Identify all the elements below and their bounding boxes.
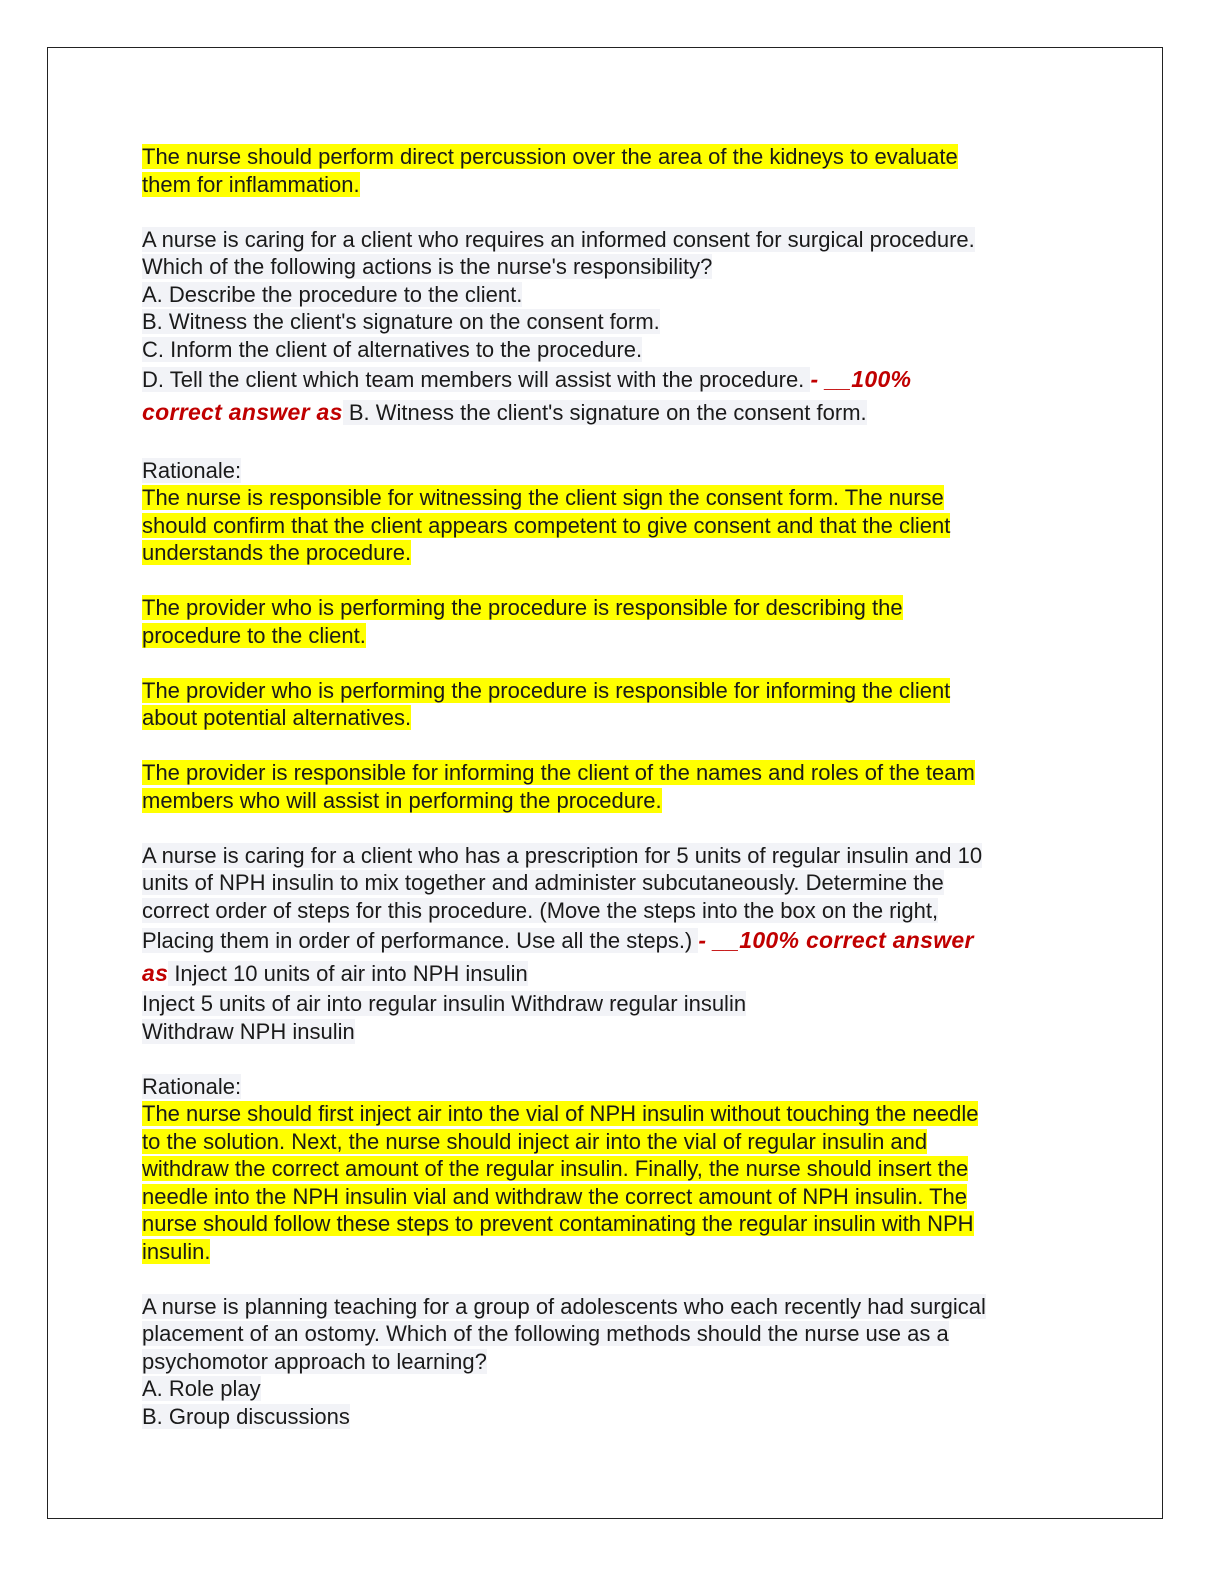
answer-marker: correct answer as <box>142 399 343 425</box>
question-stem-line: A nurse is caring for a client who has a prescription for 5 units of regular insulin and 10 <box>142 842 983 868</box>
answer-step: Withdraw NPH insulin <box>142 1018 355 1044</box>
rationale-line: understands the procedure. <box>142 540 412 565</box>
rationale-line: insulin. <box>142 1238 211 1264</box>
intro-line: them for inflammation. <box>142 171 360 197</box>
rationale-line: nurse should follow these steps to prevent contaminating the regular insulin with NPH <box>142 1211 974 1236</box>
intro-line: The nurse should perform direct percussion over the area of the kidneys to evaluate <box>142 144 958 169</box>
question-stem-line: A nurse is planning teaching for a group of adolescents who each recently had surgical <box>142 1293 986 1319</box>
answer-marker: as <box>142 960 169 986</box>
option-a: A. Role play <box>142 1376 261 1401</box>
option-b: B. Witness the client's signature on the consent form. <box>142 309 660 334</box>
rationale-line: The nurse is responsible for witnessing the client sign the consent form. The nurse <box>142 485 944 510</box>
rationale-label: Rationale: <box>142 457 242 483</box>
rationale-line: should confirm that the client appears competent to give consent and that the client <box>142 512 951 538</box>
rationale-label: Rationale: <box>142 1073 242 1099</box>
question-stem-line: correct order of steps for this procedure. (Move the steps into the box on the right, <box>142 897 939 923</box>
answer-marker: - __100% <box>810 366 912 392</box>
question-1 <box>142 226 1072 430</box>
rationale-line: about potential alternatives. <box>142 705 412 730</box>
answer-marker: - __100% correct answer <box>698 927 974 953</box>
rationale-line: The nurse should first inject air into the vial of NPH insulin without touching the needle <box>142 1101 979 1126</box>
rationale-1 <box>142 457 1072 567</box>
question-2 <box>142 842 1072 1046</box>
rationale-line: withdraw the correct amount of the regular insulin. Finally, the nurse should insert the <box>142 1156 969 1181</box>
option-c: C. Inform the client of alternatives to the procedure. <box>142 336 643 362</box>
question-stem-line: units of NPH insulin to mix together and administer subcutaneously. Determine the <box>142 870 944 895</box>
option-b: B. Group discussions <box>142 1403 350 1429</box>
rationale-1-paragraph-4 <box>142 759 1072 814</box>
rationale-line: members who will assist in performing the procedure. <box>142 787 662 813</box>
rationale-1-paragraph-3 <box>142 677 1072 732</box>
question-stem-line: placement of an ostomy. Which of the following methods should the nurse use as a <box>142 1321 949 1346</box>
rationale-line: The provider who is performing the procedure is responsible for describing the <box>142 595 903 620</box>
rationale-2 <box>142 1073 1072 1266</box>
rationale-line: procedure to the client. <box>142 622 366 648</box>
correct-answer: B. Witness the client's signature on the consent form. <box>348 400 867 425</box>
question-stem-line: Which of the following actions is the nurse's responsibility? <box>142 254 713 279</box>
question-stem-line: psychomotor approach to learning? <box>142 1348 487 1374</box>
answer-step: Inject 5 units of air into regular insulin Withdraw regular insulin <box>142 991 747 1016</box>
rationale-line: needle into the NPH insulin vial and withdraw the correct amount of NPH insulin. The <box>142 1183 968 1209</box>
answer-step: Inject 10 units of air into NPH insulin <box>174 961 528 986</box>
rationale-line: The provider who is performing the procedure is responsible for informing the client <box>142 677 951 703</box>
rationale-1-paragraph-2 <box>142 594 1072 649</box>
question-3 <box>142 1293 1072 1431</box>
intro-paragraph <box>142 143 1072 198</box>
question-stem-line: Placing them in order of performance. Use all the steps.) <box>142 928 693 953</box>
question-stem-line: A nurse is caring for a client who requires an informed consent for surgical procedure. <box>142 226 975 252</box>
rationale-line: The provider is responsible for informing the client of the names and roles of the team <box>142 760 975 785</box>
document-body <box>142 143 1072 1430</box>
option-a: A. Describe the procedure to the client. <box>142 281 523 307</box>
option-d: D. Tell the client which team members will assist with the procedure. <box>142 367 805 392</box>
rationale-line: to the solution. Next, the nurse should inject air into the vial of regular insulin and <box>142 1128 928 1154</box>
